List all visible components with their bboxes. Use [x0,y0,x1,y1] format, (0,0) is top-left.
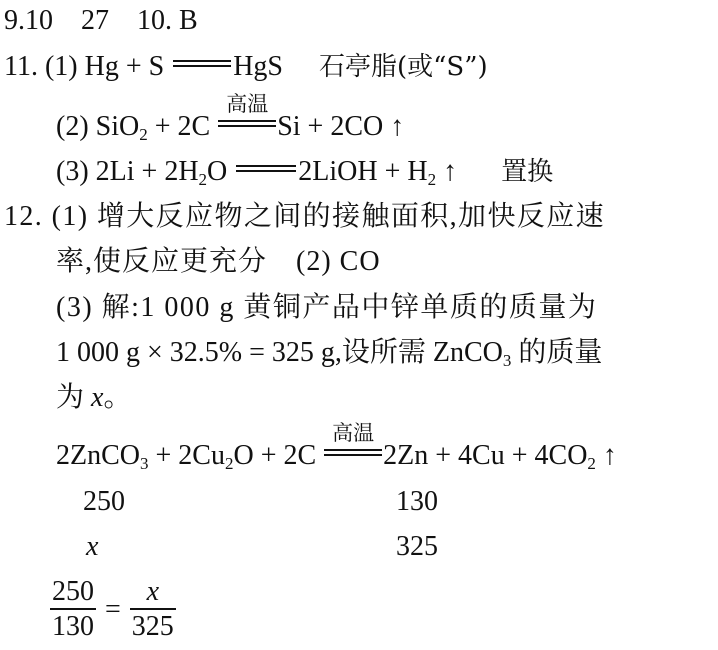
answer-12-line1 [4,203,605,231]
answer-12-text-2: 率,使反应更充分 (2) CO [56,246,381,277]
proportion-equation [50,578,176,641]
answer-12-text-5b: 。 [103,382,132,413]
answer-11-part3 [56,156,554,189]
answer-12-text-4b: 的质量 [511,337,603,368]
subscript: 2 [587,454,596,473]
eq-main-b: + 2Cu [148,440,225,471]
answers-9-10-text: 9.10 27 10. B [4,5,198,36]
condition-label: 高温 [332,421,375,445]
eq-main-c: O + 2C [233,440,317,471]
fraction-right-numerator: x [130,578,176,610]
unknown-x: x [86,531,99,562]
answer-12-line2 [56,248,381,276]
ratio-row-1-right [396,488,438,516]
answer-line-9-10 [4,7,198,35]
eq-11-2-product: Si + 2CO ↑ [277,111,405,142]
variable-x: x [91,382,104,413]
answer-12-line4 [56,337,603,370]
eq-11-1-note: 石亭脂(或“S”) [319,52,488,82]
ratio-row-2-left [86,533,98,561]
eq-main-d: 2Zn + 4Cu + 4CO [383,440,588,471]
main-chemical-equation [56,421,617,473]
ratio-row-1-left [83,488,125,516]
fraction-right [130,578,176,641]
answer-12-line5 [56,384,131,412]
subscript: 2 [139,125,148,144]
answer-12-text-3: (3) 解:1 000 g 黄铜产品中锌单质的质量为 [56,292,598,323]
subscript: 3 [502,351,512,370]
eq-11-1-product: HgS [233,51,283,82]
eq-11-1-reactants: 11. (1) Hg + S [4,51,165,82]
molar-mass-zn: 130 [396,486,438,517]
answer-11-part2 [56,92,405,144]
answer-12-text-4a: 1 000 g × 32.5% = 325 g,设所需 ZnCO [56,337,503,368]
equals-sign-condition [324,421,382,464]
fraction-right-denominator: 325 [131,611,174,642]
fraction-left-numerator: 250 [50,578,96,610]
eq-11-3-arrow: ↑ [436,156,458,187]
eq-main-a: 2ZnCO [56,440,140,471]
eq-main-e: ↑ [595,440,617,471]
eq-11-2-reactant-2: + 2C [147,111,211,142]
eq-11-3-reactant-2: O [207,156,228,187]
equals-sign-double [236,165,296,180]
subscript: 2 [198,170,208,189]
condition-label: 高温 [226,92,269,116]
eq-11-3-product: 2LiOH + H [298,156,428,187]
answer-12-text-5a: 为 [56,382,92,413]
molar-mass-znco3: 250 [83,486,125,517]
mass-zn: 325 [396,531,438,562]
eq-11-3-reactant: (3) 2Li + 2H [56,156,199,187]
answer-11-part1 [4,53,488,81]
ratio-row-2-right [396,533,438,561]
equals-sign-double [173,60,231,75]
fraction-left-denominator: 130 [52,611,94,642]
answer-12-text-1: 12. (1) 增大反应物之间的接触面积,加快反应速 [4,201,606,232]
subscript: 2 [224,454,234,473]
fraction-left [50,578,96,641]
reaction-type: 置换 [501,157,554,187]
subscript: 3 [140,454,149,473]
subscript: 2 [427,170,437,189]
equals-sign: = [105,593,121,625]
eq-11-2-reactant: (2) SiO [56,111,140,142]
equals-sign-condition [218,92,276,135]
answer-12-line3 [56,294,597,322]
